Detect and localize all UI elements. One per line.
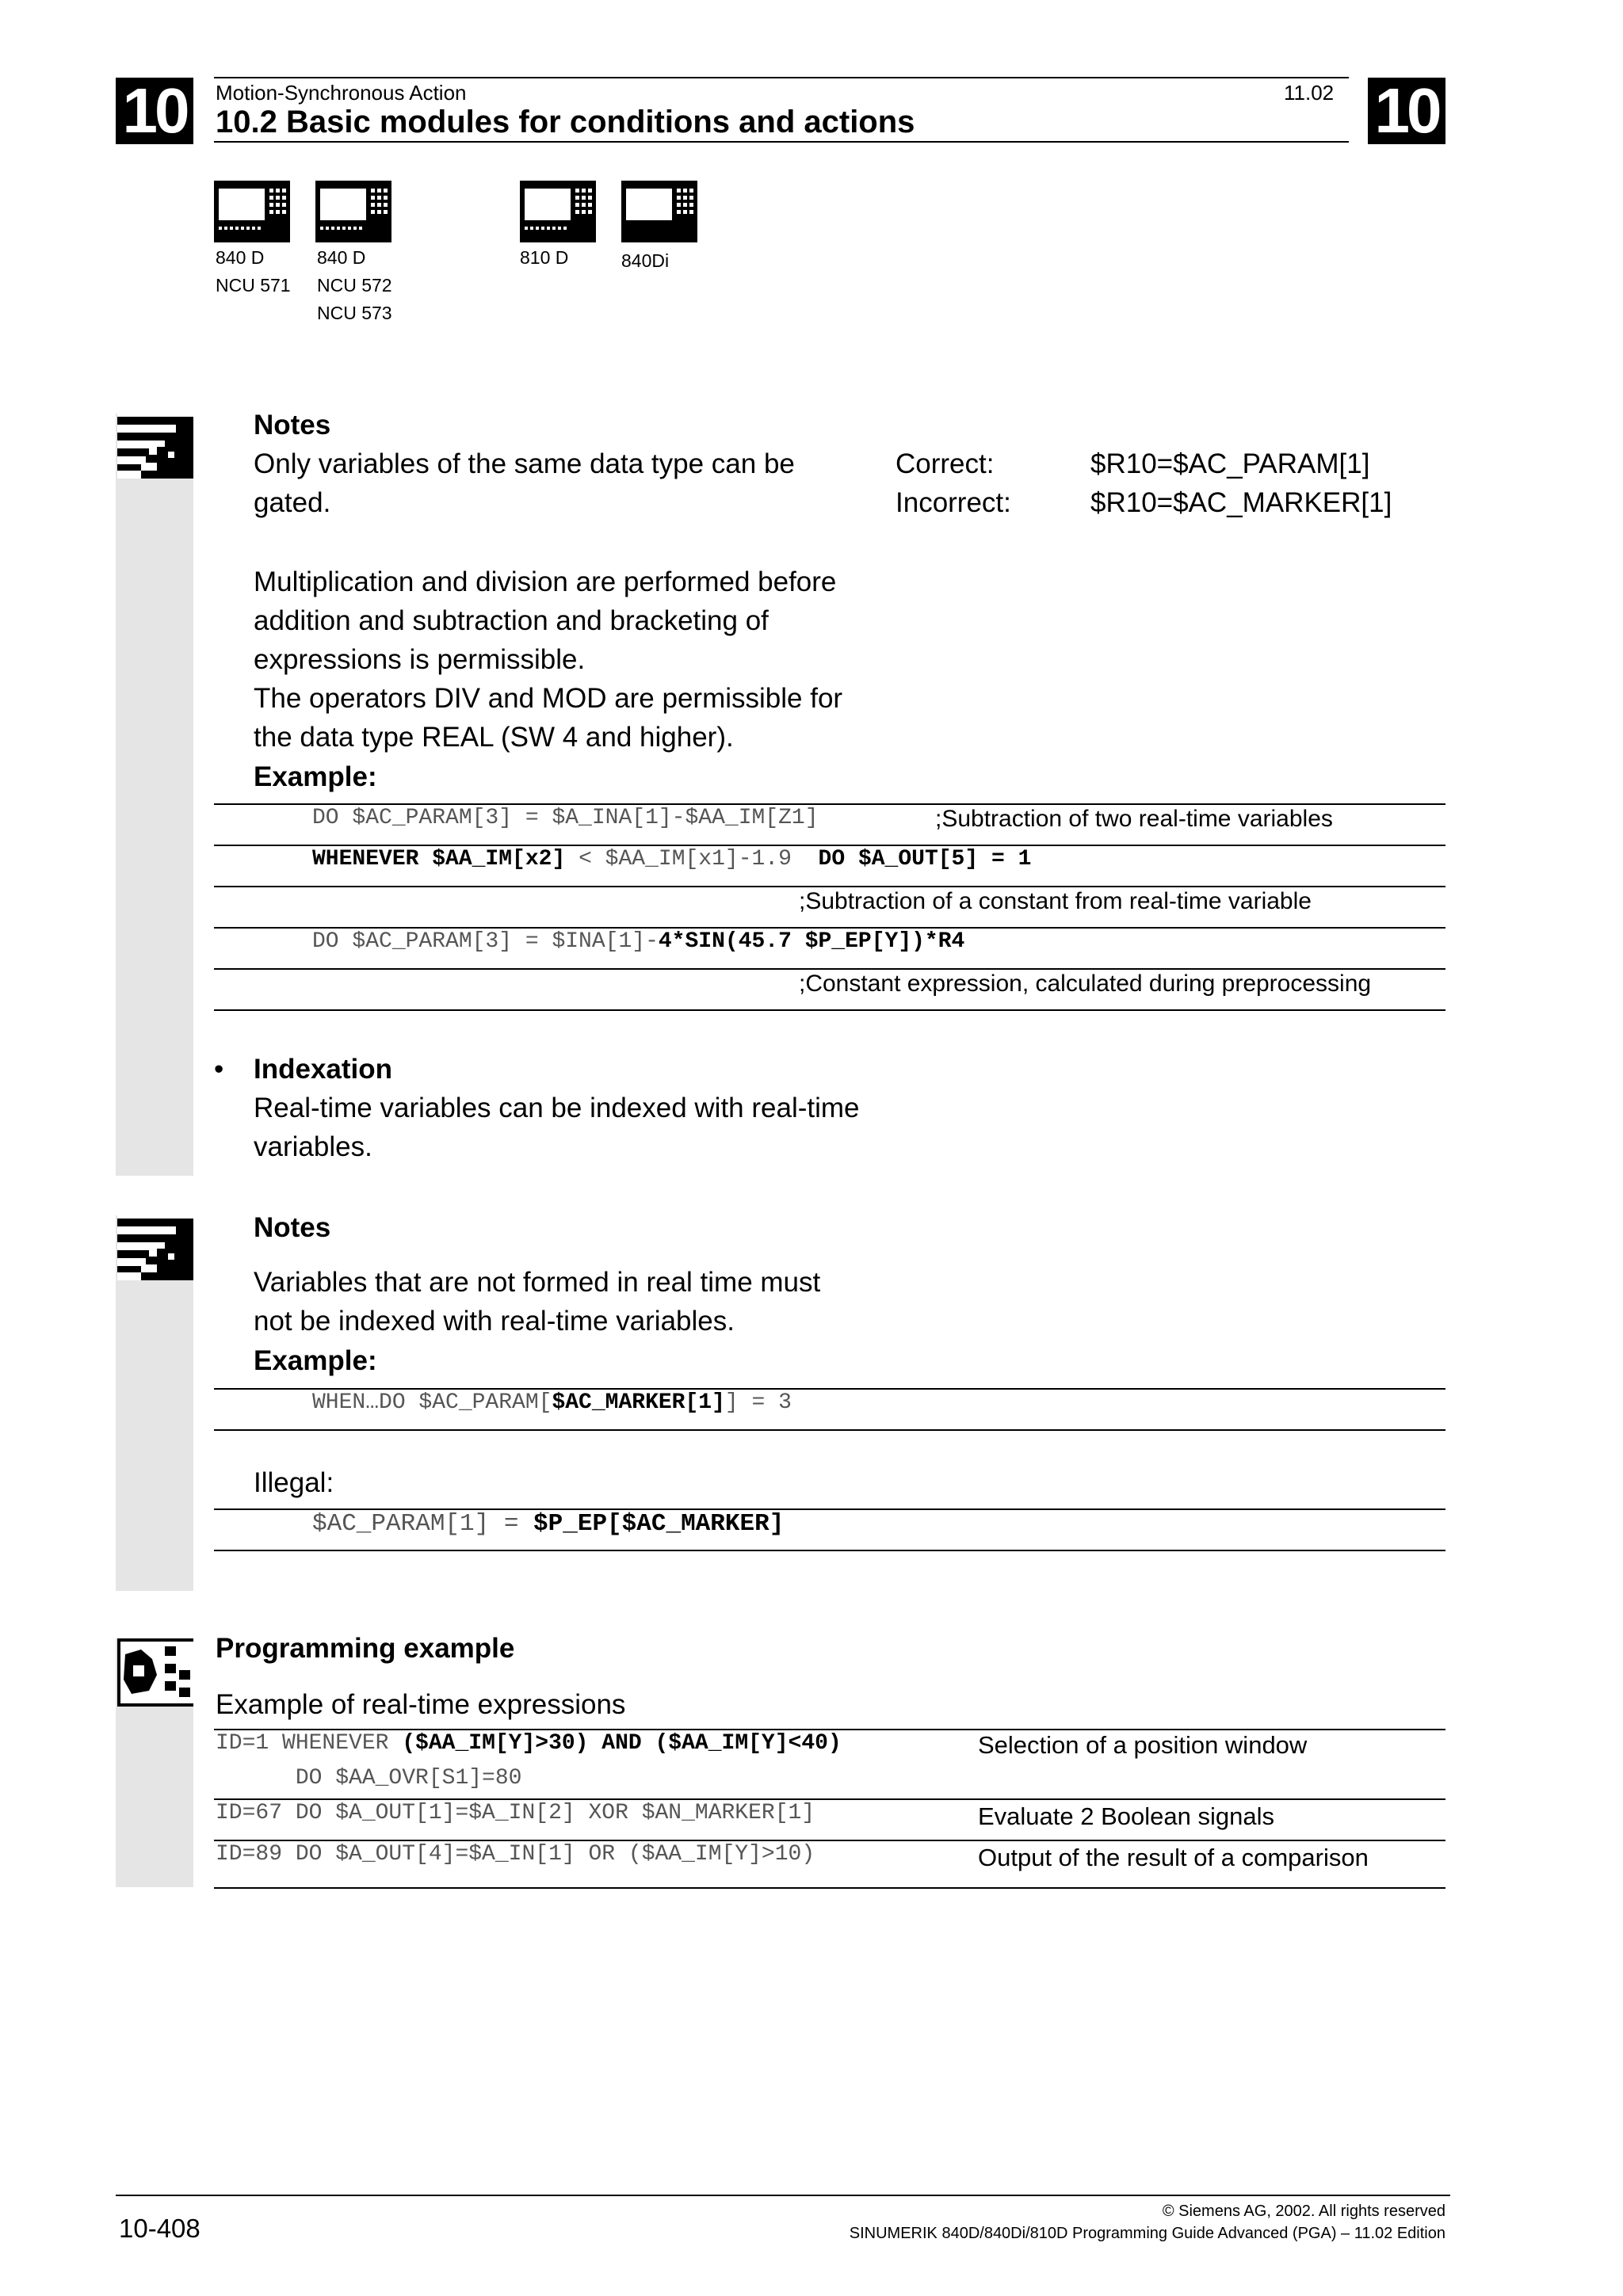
chapter-number-right: 10 <box>1368 78 1445 144</box>
code-comment: Output of the result of a comparison <box>978 1844 1369 1871</box>
code-line: ID=67 DO $A_OUT[1]=$A_IN[2] XOR $AN_MARKER[1] <box>216 1801 815 1825</box>
code-keyword: ($AA_IM[Y]>30) AND ($AA_IM[Y]<40) <box>402 1731 842 1756</box>
bullet: • <box>214 1054 224 1085</box>
code-expression: $AC_PARAM[1] = <box>312 1510 534 1538</box>
control-label: 840Di <box>621 250 670 271</box>
code-line <box>312 929 964 954</box>
control-label: 810 D <box>520 247 569 268</box>
code-keyword: 4*SIN(45.7 $P_EP[Y])*R4 <box>658 929 965 954</box>
page-title: 10.2 Basic modules for conditions and actions <box>216 105 915 139</box>
code-table-rule <box>214 803 1445 805</box>
code-table-rule <box>214 1840 1445 1841</box>
code-table-rule <box>214 1550 1445 1551</box>
control-sublabel: NCU 572 <box>317 275 392 296</box>
code-table-rule <box>214 845 1445 846</box>
incorrect-value: $R10=$AC_MARKER[1] <box>1090 487 1392 518</box>
chapter-number-left: 10 <box>116 78 193 144</box>
code-table-rule <box>214 1887 1445 1889</box>
indexation-text-line: variables. <box>254 1131 372 1162</box>
illegal-label: Illegal: <box>254 1467 334 1498</box>
control-sublabel: NCU 571 <box>216 275 291 296</box>
code-comment: Evaluate 2 Boolean signals <box>978 1802 1274 1830</box>
notes-text-line: gated. <box>254 487 331 518</box>
code-line <box>312 1510 784 1538</box>
code-table-rule <box>214 886 1445 887</box>
example-label: Example: <box>254 761 377 792</box>
header-date: 11.02 <box>1284 81 1335 105</box>
notes-text-line: the data type REAL (SW 4 and higher). <box>254 722 734 753</box>
code-table-rule <box>214 1388 1445 1390</box>
example-label: Example: <box>254 1345 377 1376</box>
header-bottom-rule <box>214 141 1349 143</box>
code-comment: ;Subtraction of a constant from real-time variable <box>799 888 1312 914</box>
note-sidebar <box>116 414 193 1176</box>
correct-value: $R10=$AC_PARAM[1] <box>1090 448 1370 479</box>
code-line <box>312 1390 792 1415</box>
notes-text-line: Only variables of the same data type can be <box>254 448 795 479</box>
notes-text-line: expressions is permissible. <box>254 644 586 675</box>
code-line: DO $AA_OVR[S1]=80 <box>216 1766 522 1791</box>
control-label: 840 D <box>216 247 265 268</box>
programming-example-icon <box>117 1638 193 1707</box>
control-840d-ncu571 <box>214 181 290 246</box>
section-name: Motion-Synchronous Action <box>216 81 467 105</box>
indexation-heading: Indexation <box>254 1054 393 1085</box>
notes-heading: Notes <box>254 1212 331 1243</box>
notes-text-line: The operators DIV and MOD are permissible for <box>254 683 843 714</box>
code-expression: ID=1 WHENEVER <box>216 1731 403 1756</box>
programming-subheading: Example of real-time expressions <box>216 1689 626 1720</box>
code-expression: WHEN…DO $AC_PARAM[ <box>312 1390 552 1415</box>
page-number: 10-408 <box>119 2214 200 2243</box>
notes-heading: Notes <box>254 410 331 441</box>
notes-text-line: Variables that are not formed in real time must <box>254 1267 821 1298</box>
code-table-rule <box>214 1429 1445 1431</box>
code-keyword: DO $A_OUT[5] = 1 <box>818 847 1032 871</box>
footer-rule <box>116 2195 1450 2196</box>
code-line <box>216 1731 842 1756</box>
code-table-rule <box>214 1798 1445 1800</box>
control-panel-icon <box>520 181 596 242</box>
code-comment: ;Constant expression, calculated during preprocessing <box>799 971 1372 997</box>
code-comment: ;Subtraction of two real-time variables <box>935 806 1333 832</box>
code-line: DO $AC_PARAM[3] = $A_INA[1]-$AA_IM[Z1] <box>312 806 819 830</box>
note-hand-icon <box>117 414 193 479</box>
code-table-rule <box>214 927 1445 929</box>
code-line <box>312 847 1031 871</box>
code-expression: DO $AC_PARAM[3] = $INA[1]- <box>312 929 659 954</box>
notes-text-line: addition and subtraction and bracketing of <box>254 605 769 636</box>
code-expression: < $AA_IM[x1]-1.9 <box>565 847 819 871</box>
notes-text-line: not be indexed with real-time variables. <box>254 1306 735 1337</box>
document-title: SINUMERIK 840D/840Di/810D Programming Guide Advanced (PGA) – 11.02 Edition <box>849 2225 1445 2242</box>
control-label: 840 D <box>317 247 366 268</box>
notes-text-line: Multiplication and division are performed before <box>254 566 837 597</box>
code-keyword: $P_EP[$AC_MARKER] <box>533 1510 785 1538</box>
control-sublabel: NCU 573 <box>317 303 392 323</box>
control-840di <box>621 181 697 246</box>
control-panel-icon <box>315 181 391 242</box>
code-expression: ] = 3 <box>724 1390 792 1415</box>
header-top-rule <box>214 77 1349 78</box>
code-keyword: $AC_MARKER[1] <box>552 1390 725 1415</box>
control-panel-icon <box>621 181 697 242</box>
control-810d <box>520 181 596 246</box>
copyright: © Siemens AG, 2002. All rights reserved <box>1162 2203 1445 2220</box>
code-comment: Selection of a position window <box>978 1731 1308 1759</box>
programming-heading: Programming example <box>216 1633 515 1664</box>
incorrect-label: Incorrect: <box>896 487 1011 518</box>
indexation-text-line: Real-time variables can be indexed with real-time <box>254 1093 860 1123</box>
control-panel-icon <box>214 181 290 242</box>
code-table-rule <box>214 1009 1445 1011</box>
code-table-rule <box>214 1729 1445 1730</box>
code-line: ID=89 DO $A_OUT[4]=$A_IN[1] OR ($AA_IM[Y]>10) <box>216 1842 815 1867</box>
correct-label: Correct: <box>896 448 995 479</box>
code-keyword: WHENEVER $AA_IM[x2] <box>312 847 566 871</box>
control-840d-ncu572 <box>315 181 391 246</box>
code-table-rule <box>214 968 1445 970</box>
note-hand-icon <box>117 1215 193 1280</box>
